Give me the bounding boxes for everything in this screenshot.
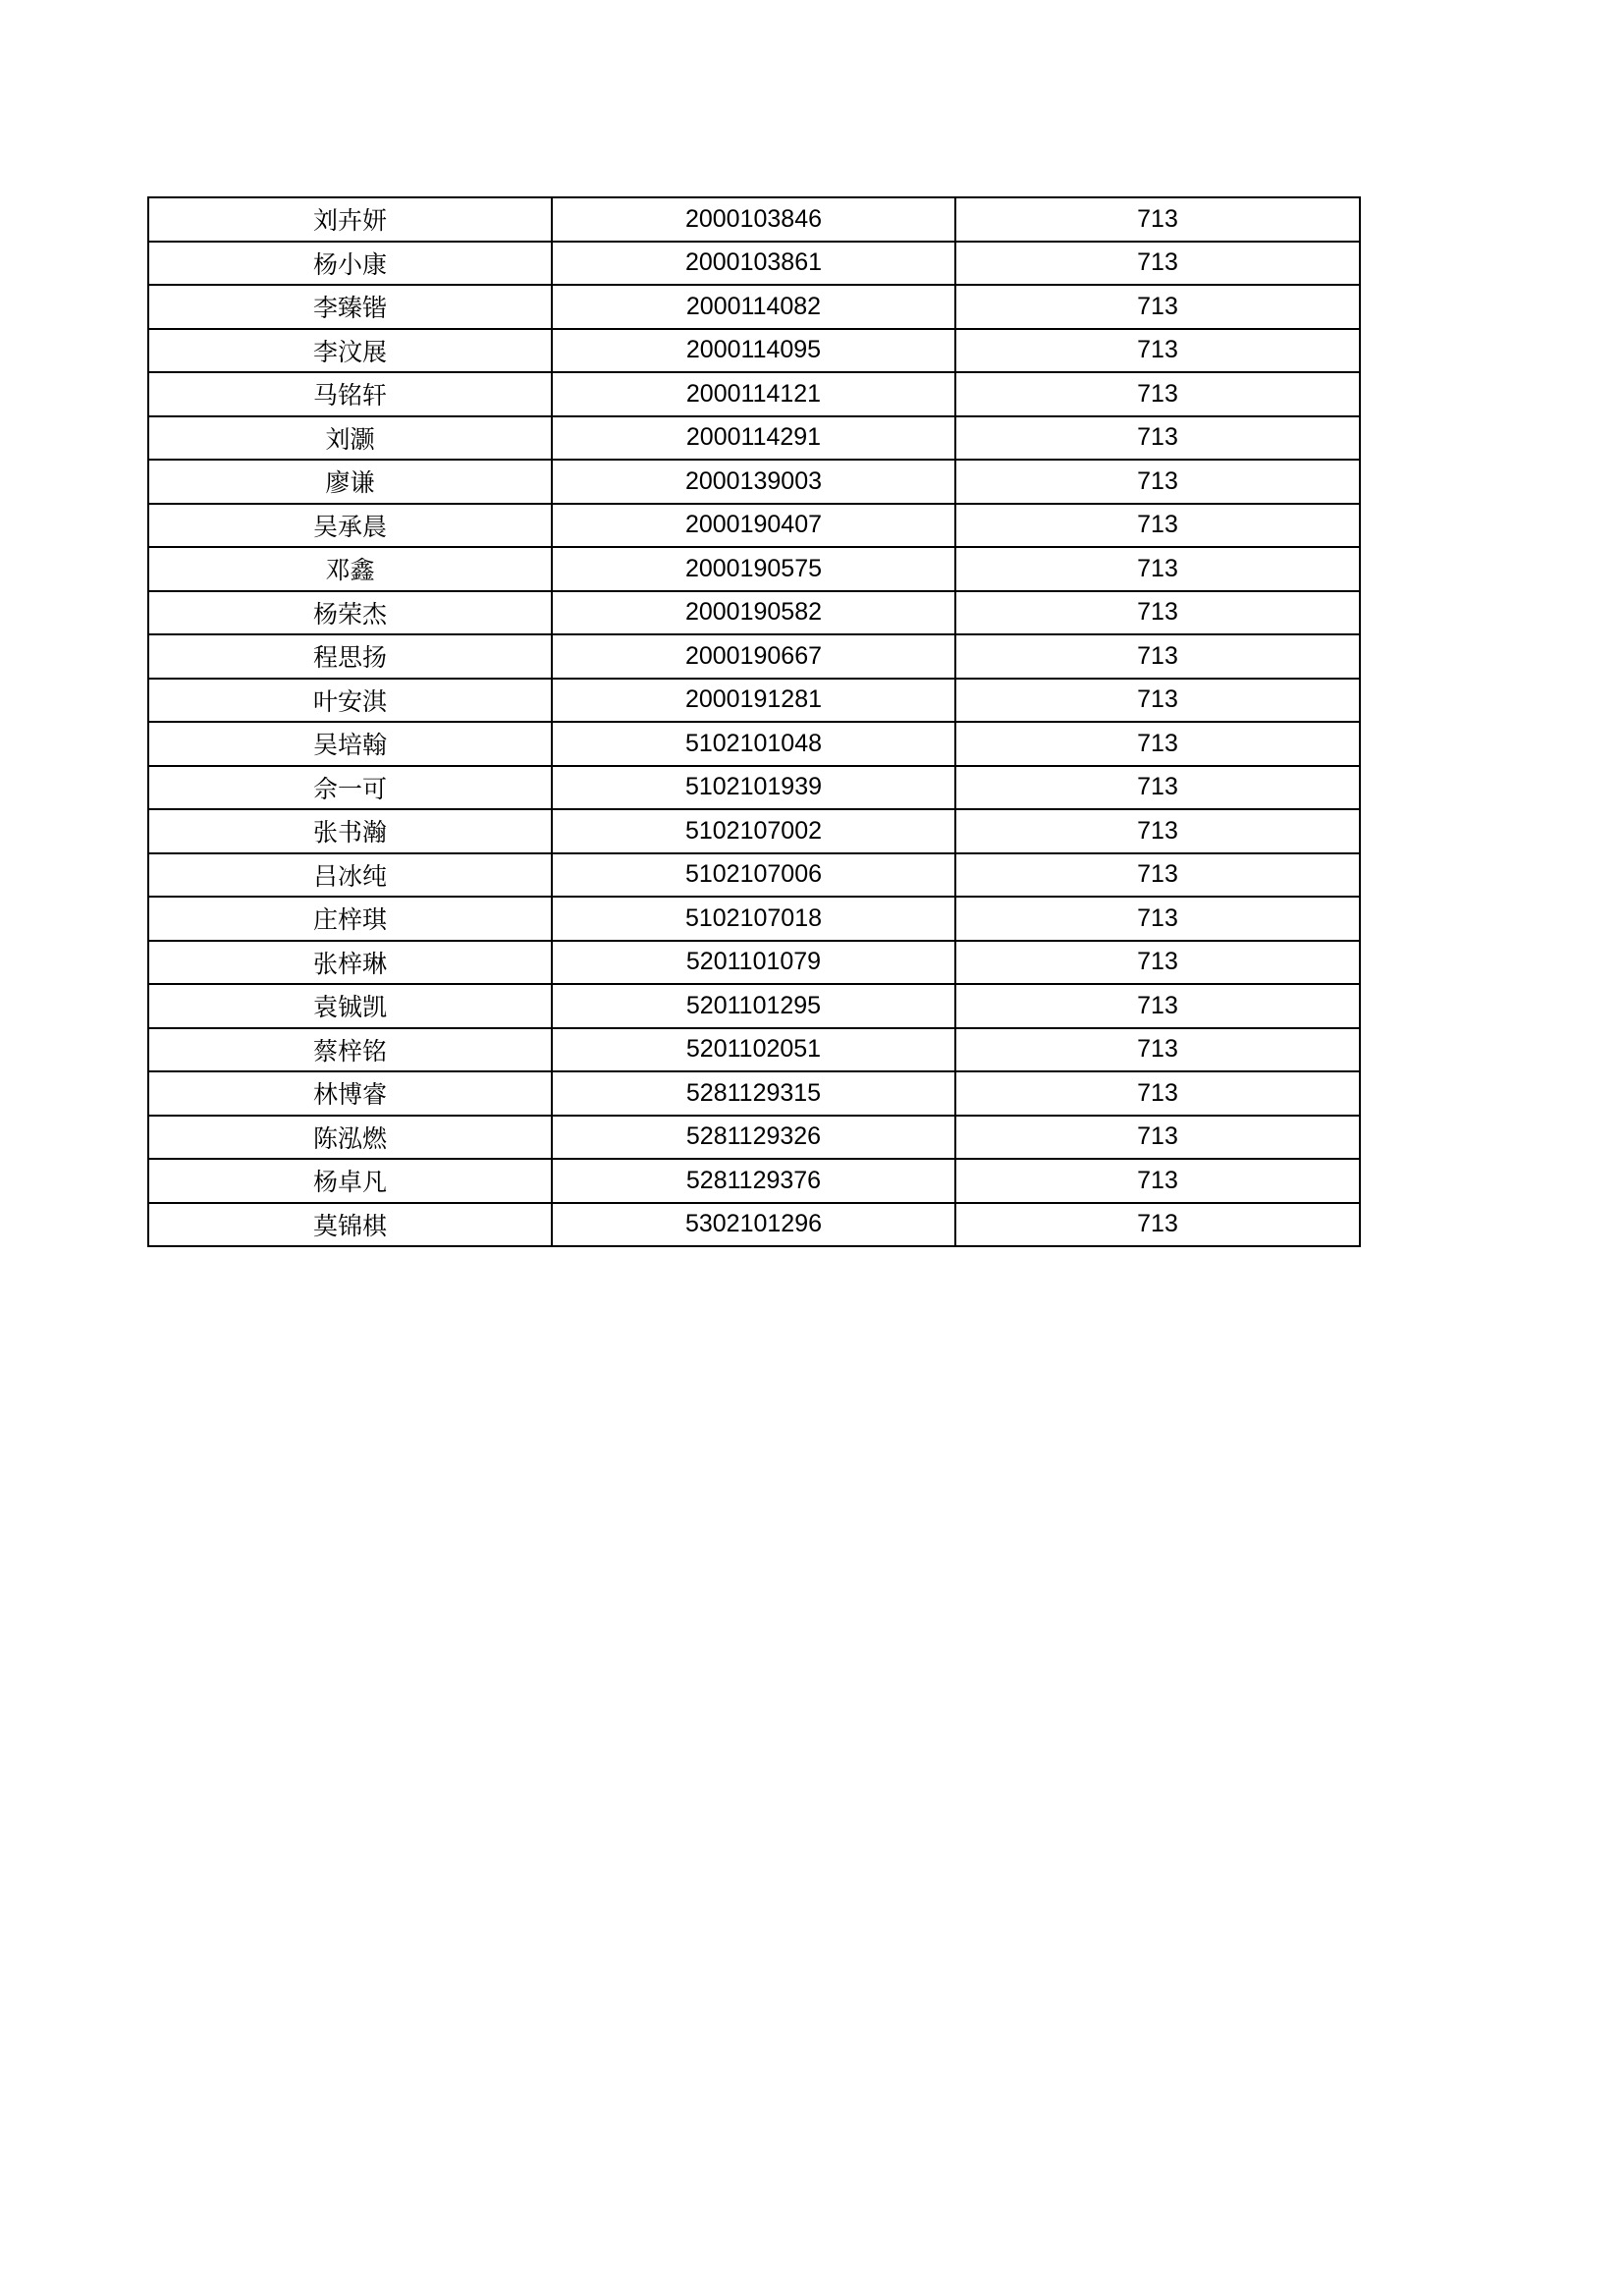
table-row [148,372,1360,416]
table-row [148,547,1360,591]
id-cell: 5201101295 [552,984,955,1028]
table-row [148,329,1360,373]
score-cell: 713 [955,197,1360,242]
table-row [148,242,1360,286]
score-cell: 713 [955,242,1360,286]
id-cell: 5102107002 [552,809,955,853]
name-cell: 吕冰纯 [148,853,552,898]
name-cell: 叶安淇 [148,679,552,723]
score-cell: 713 [955,1203,1360,1247]
id-cell: 2000190667 [552,634,955,679]
score-cell: 713 [955,679,1360,723]
score-cell: 713 [955,460,1360,504]
id-cell: 2000190575 [552,547,955,591]
score-cell: 713 [955,941,1360,985]
id-cell: 2000103861 [552,242,955,286]
id-cell: 2000114291 [552,416,955,461]
id-cell: 5102101939 [552,766,955,810]
id-cell: 2000190582 [552,591,955,635]
score-cell: 713 [955,897,1360,941]
name-cell: 邓鑫 [148,547,552,591]
id-cell: 2000190407 [552,504,955,548]
table-row [148,416,1360,461]
id-cell: 2000114082 [552,285,955,329]
score-cell: 713 [955,372,1360,416]
score-cell: 713 [955,591,1360,635]
score-cell: 713 [955,1071,1360,1116]
name-cell: 袁铖凯 [148,984,552,1028]
table-row [148,941,1360,985]
table-row [148,722,1360,766]
name-cell: 廖谦 [148,460,552,504]
table-row [148,504,1360,548]
id-cell: 5102107018 [552,897,955,941]
id-cell: 5281129326 [552,1116,955,1160]
score-cell: 713 [955,1116,1360,1160]
table-row [148,634,1360,679]
id-cell: 5281129315 [552,1071,955,1116]
table-row [148,809,1360,853]
table-row [148,460,1360,504]
name-cell: 杨卓凡 [148,1159,552,1203]
table-row [148,1071,1360,1116]
name-cell: 蔡梓铭 [148,1028,552,1072]
score-cell: 713 [955,984,1360,1028]
score-cell: 713 [955,416,1360,461]
id-cell: 2000139003 [552,460,955,504]
name-cell: 李臻锴 [148,285,552,329]
name-cell: 张书瀚 [148,809,552,853]
score-cell: 713 [955,766,1360,810]
name-cell: 刘灏 [148,416,552,461]
table-row [148,1203,1360,1247]
score-cell: 713 [955,722,1360,766]
name-cell: 吴承晨 [148,504,552,548]
id-cell: 2000103846 [552,197,955,242]
score-cell: 713 [955,285,1360,329]
name-cell: 马铭轩 [148,372,552,416]
id-cell: 5102107006 [552,853,955,898]
table-row [148,197,1360,242]
score-cell: 713 [955,1159,1360,1203]
score-cell: 713 [955,1028,1360,1072]
name-cell: 杨荣杰 [148,591,552,635]
table-row [148,897,1360,941]
table-body [148,197,1360,1246]
name-cell: 李汶展 [148,329,552,373]
table-row [148,285,1360,329]
name-cell: 庄梓琪 [148,897,552,941]
id-cell: 5102101048 [552,722,955,766]
name-cell: 吴培翰 [148,722,552,766]
id-cell: 5201101079 [552,941,955,985]
name-cell: 林博睿 [148,1071,552,1116]
table-row [148,853,1360,898]
table-row [148,984,1360,1028]
score-cell: 713 [955,634,1360,679]
name-cell: 张梓琳 [148,941,552,985]
id-cell: 2000114121 [552,372,955,416]
table-row [148,1028,1360,1072]
name-cell: 莫锦棋 [148,1203,552,1247]
score-cell: 713 [955,809,1360,853]
score-table [147,196,1361,1247]
table-row [148,591,1360,635]
table-row [148,766,1360,810]
id-cell: 5281129376 [552,1159,955,1203]
table-row [148,679,1360,723]
score-cell: 713 [955,853,1360,898]
score-cell: 713 [955,504,1360,548]
score-cell: 713 [955,547,1360,591]
table-row [148,1116,1360,1160]
name-cell: 杨小康 [148,242,552,286]
score-cell: 713 [955,329,1360,373]
id-cell: 5302101296 [552,1203,955,1247]
table-row [148,1159,1360,1203]
name-cell: 程思扬 [148,634,552,679]
name-cell: 陈泓燃 [148,1116,552,1160]
id-cell: 5201102051 [552,1028,955,1072]
id-cell: 2000191281 [552,679,955,723]
name-cell: 佘一可 [148,766,552,810]
id-cell: 2000114095 [552,329,955,373]
name-cell: 刘卉妍 [148,197,552,242]
